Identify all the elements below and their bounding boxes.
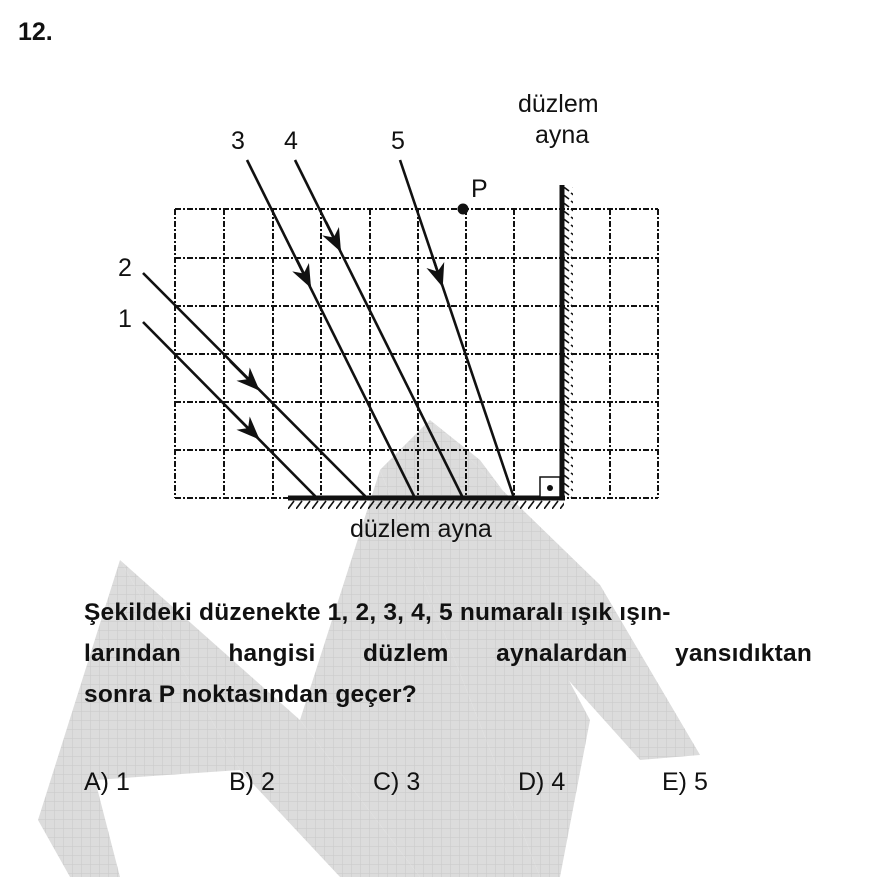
question-line-2: larından hangisi düzlem aynalardan yansıdıktan [84, 640, 812, 667]
arrow-ray-1 [230, 410, 258, 438]
choice-a[interactable]: A) 1 [84, 768, 130, 796]
question-line-3: sonra P noktasından geçer? [84, 681, 417, 708]
ray-label-4: 4 [284, 127, 298, 155]
vertical-mirror [562, 185, 573, 500]
ray-label-1: 1 [118, 305, 132, 333]
question-number: 12. [18, 18, 53, 46]
arrow-ray-4 [326, 222, 340, 250]
grid [175, 209, 658, 498]
arrow-ray-3 [296, 258, 310, 286]
ray-label-2: 2 [118, 254, 132, 282]
ray-label-5: 5 [391, 127, 405, 155]
question-text [84, 592, 812, 715]
question-line-1: Şekildeki düzenekte 1, 2, 3, 4, 5 numaralı ışık ışın- [84, 599, 671, 626]
arrow-ray-2 [230, 361, 258, 389]
choice-c[interactable]: C) 3 [373, 768, 421, 796]
answer-choices [84, 768, 784, 798]
right-angle-icon [540, 477, 560, 497]
choice-e[interactable]: E) 5 [662, 768, 708, 796]
ray-label-3: 3 [231, 127, 245, 155]
choice-d[interactable]: D) 4 [518, 768, 566, 796]
point-p-label: P [471, 175, 488, 203]
choice-b[interactable]: B) 2 [229, 768, 275, 796]
top-mirror-label-line2: ayna [535, 121, 590, 149]
arrow-ray-5 [432, 255, 442, 285]
bottom-mirror [288, 498, 565, 509]
top-mirror-label-line1: düzlem [518, 90, 599, 118]
bottom-mirror-label: düzlem ayna [350, 515, 492, 543]
point-p-dot [458, 204, 469, 215]
